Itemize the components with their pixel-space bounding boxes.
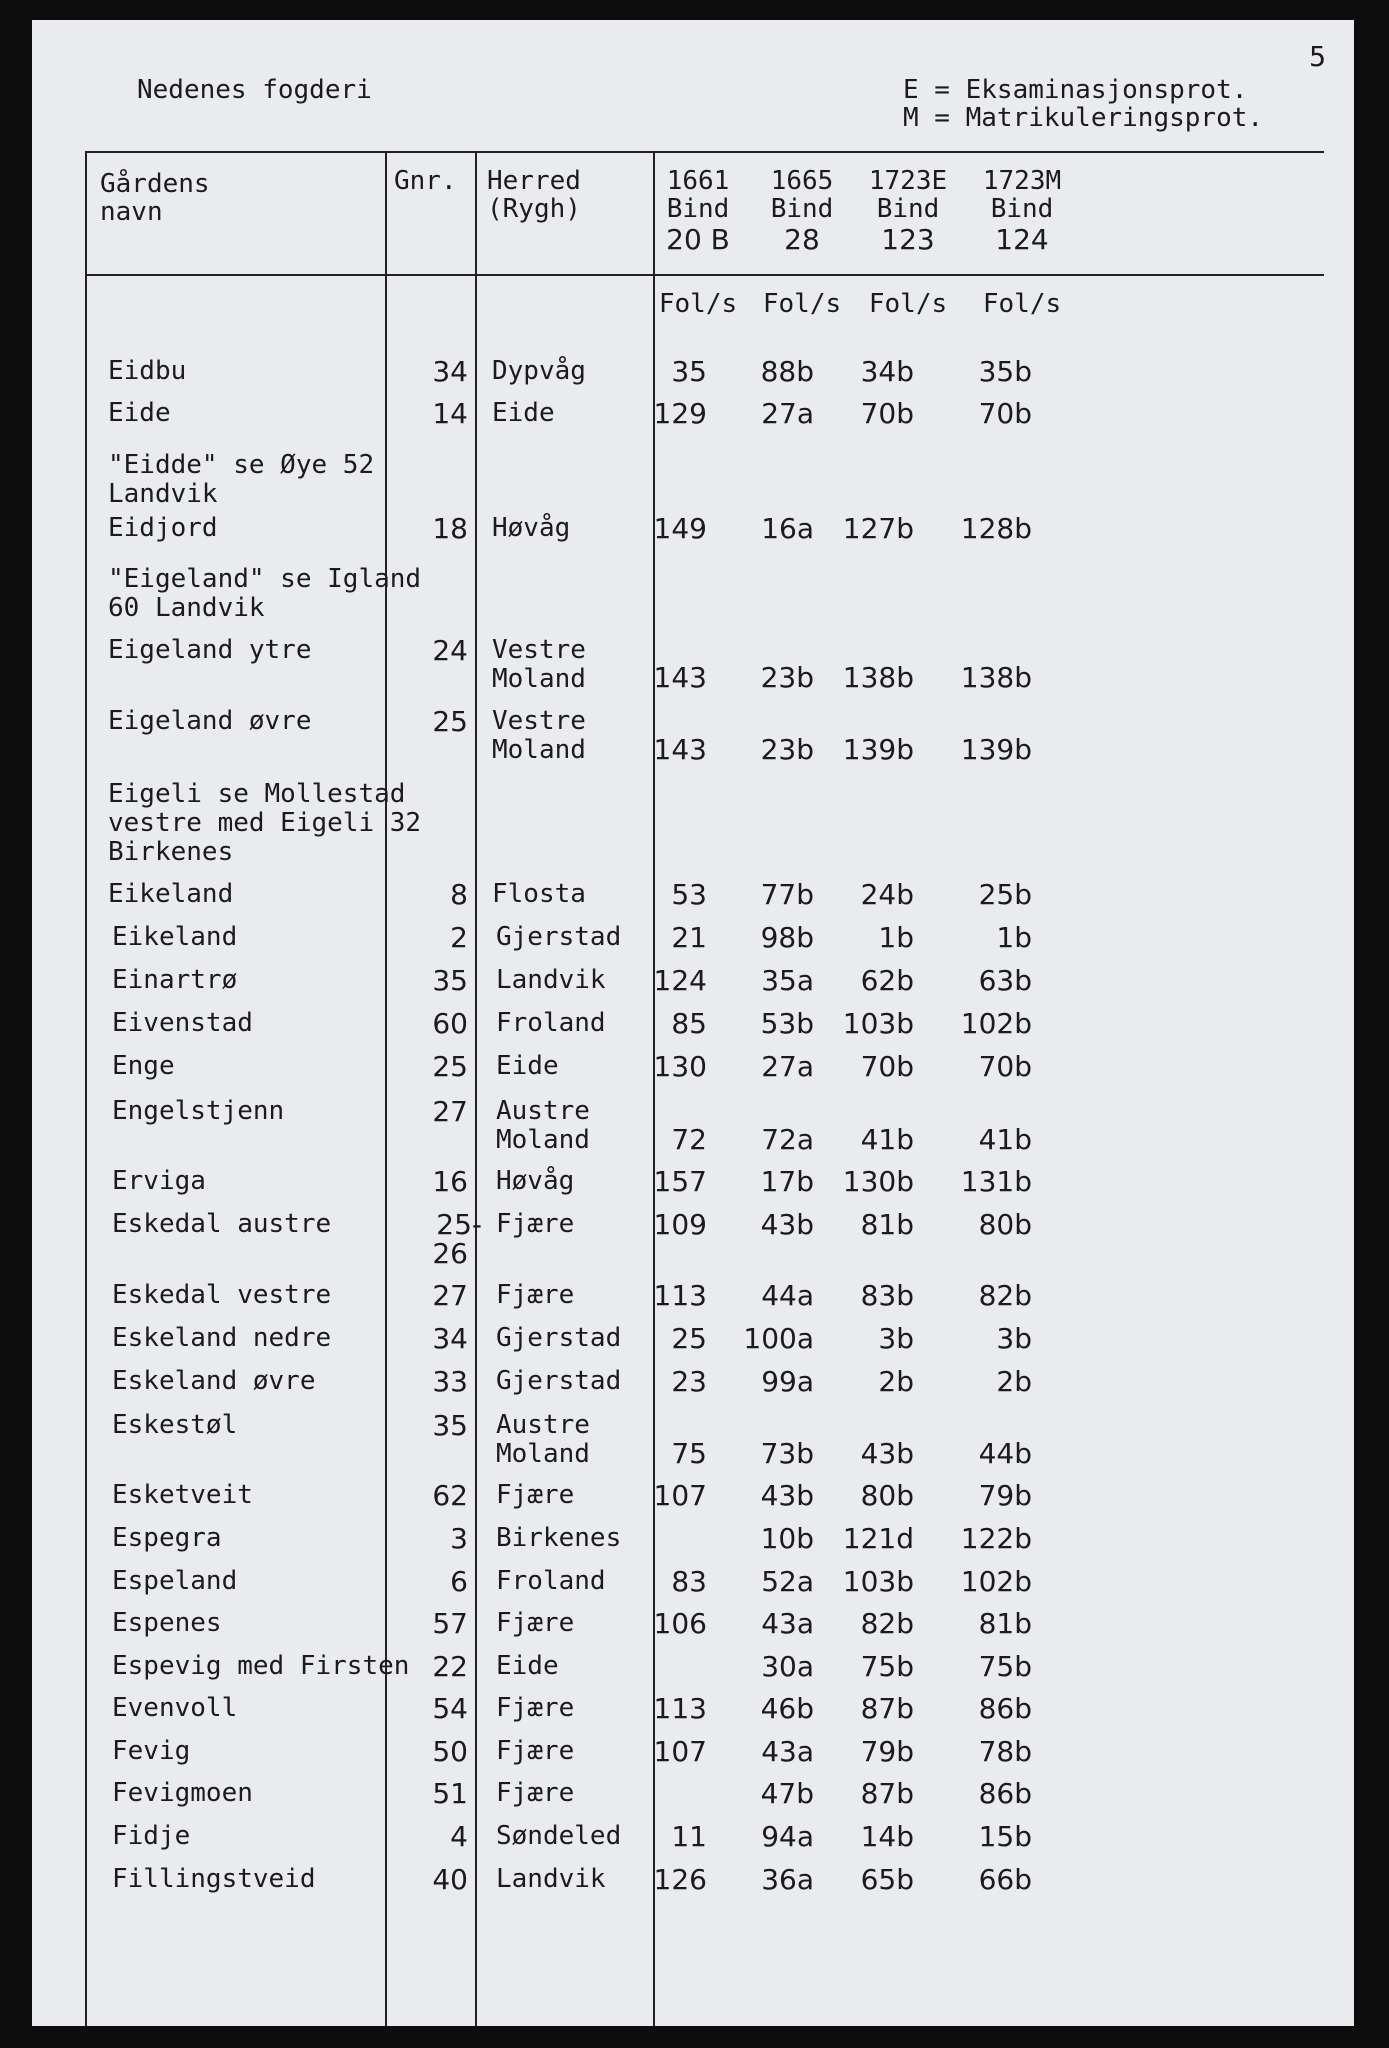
herred-name: Fjære xyxy=(496,1736,575,1766)
header-gnr: Gnr. xyxy=(394,166,457,196)
herred-name: Fjære xyxy=(496,1209,575,1239)
farm-number: 25 xyxy=(432,705,468,738)
folio-value: 113 xyxy=(653,1279,707,1312)
folio-value: 21 xyxy=(671,921,707,954)
page-number: 5 xyxy=(1309,40,1326,73)
folio-value: 10b xyxy=(760,1522,814,1555)
folio-value: 79b xyxy=(978,1479,1032,1512)
farm-name: Fillingstveid xyxy=(112,1864,316,1894)
herred-name: Vestre xyxy=(492,635,586,665)
farm-name: Einartrø xyxy=(112,965,238,995)
folio-value: 25 xyxy=(671,1322,707,1355)
folio-value: 128b xyxy=(960,512,1032,545)
folio-value: 23 xyxy=(671,1365,707,1398)
herred-name: Froland xyxy=(496,1008,606,1038)
herred-name: Fjære xyxy=(496,1480,575,1510)
folio-value: 43b xyxy=(860,1437,914,1470)
herred-name: Moland xyxy=(496,1439,590,1469)
folio-value: 70b xyxy=(978,1050,1032,1083)
farm-number: 6 xyxy=(450,1565,468,1598)
folio-value: 79b xyxy=(860,1735,914,1768)
herred-name: Høvåg xyxy=(496,1166,575,1196)
header-bottom-rule xyxy=(85,274,1324,276)
folio-value: 94a xyxy=(761,1820,814,1853)
farm-name: Espenes xyxy=(112,1608,222,1638)
folio-value: 52a xyxy=(761,1565,814,1598)
farm-number: 35 xyxy=(432,1409,468,1442)
herred-name: Eide xyxy=(492,398,555,428)
header-vol-year: 1723M xyxy=(982,166,1062,196)
folio-value: 35a xyxy=(761,964,814,997)
header-vol-year: 1723E xyxy=(868,166,948,196)
page-title: Nedenes fogderi xyxy=(137,75,372,105)
farm-name: Engelstjenn xyxy=(112,1096,285,1126)
herred-name: Moland xyxy=(492,664,586,694)
header-gard-line: navn xyxy=(100,197,163,227)
table-left-rule xyxy=(85,151,87,2026)
farm-name: Eikeland xyxy=(112,922,238,952)
folio-value: 102b xyxy=(960,1565,1032,1598)
folio-value: 43b xyxy=(760,1208,814,1241)
herred-name: Birkenes xyxy=(496,1523,622,1553)
folio-value: 1b xyxy=(996,921,1032,954)
header-vol-bind: Bind xyxy=(770,194,834,224)
folio-value: 2b xyxy=(878,1365,914,1398)
folio-value: 62b xyxy=(860,964,914,997)
farm-number: 51 xyxy=(432,1777,468,1810)
folio-value: 70b xyxy=(978,397,1032,430)
farm-number: 34 xyxy=(432,1322,468,1355)
table-top-rule xyxy=(85,151,1324,153)
folio-value: 157 xyxy=(653,1165,707,1198)
folio-value: 100a xyxy=(743,1322,814,1355)
legend-e: E = Eksaminasjonsprot. xyxy=(903,75,1248,105)
folio-value: 80b xyxy=(860,1479,914,1512)
folio-value: 17b xyxy=(760,1165,814,1198)
farm-name: Birkenes xyxy=(108,837,234,867)
farm-number: 57 xyxy=(432,1607,468,1640)
farm-number: 62 xyxy=(432,1479,468,1512)
herred-name: Flosta xyxy=(492,879,586,909)
farm-number: 27 xyxy=(432,1095,468,1128)
folio-value: 41b xyxy=(860,1123,914,1156)
herred-name: Moland xyxy=(492,735,586,765)
farm-name: Eidjord xyxy=(108,513,218,543)
folio-value: 75b xyxy=(860,1650,914,1683)
farm-number: 3 xyxy=(450,1522,468,1555)
farm-name: Enge xyxy=(112,1051,175,1081)
folio-value: 99a xyxy=(761,1365,814,1398)
herred-name: Høvåg xyxy=(492,513,571,543)
folio-value: 107 xyxy=(653,1479,707,1512)
folio-value: 81b xyxy=(860,1208,914,1241)
farm-number: 54 xyxy=(432,1692,468,1725)
farm-number: 16 xyxy=(432,1165,468,1198)
folio-value: 75 xyxy=(671,1437,707,1470)
folio-value: 14b xyxy=(860,1820,914,1853)
farm-number: 25 xyxy=(432,1050,468,1083)
folio-value: 25b xyxy=(978,878,1032,911)
farm-name: Eskestøl xyxy=(112,1410,238,1440)
folio-value: 24b xyxy=(860,878,914,911)
farm-number: 22 xyxy=(432,1650,468,1683)
folio-value: 70b xyxy=(860,1050,914,1083)
farm-name: Eidbu xyxy=(108,356,187,386)
herred-name: Austre xyxy=(496,1096,590,1126)
folio-value: 130 xyxy=(653,1050,707,1083)
folio-value: 130b xyxy=(842,1165,914,1198)
farm-number: 60 xyxy=(432,1007,468,1040)
folio-value: 83 xyxy=(671,1565,707,1598)
herred-name: Landvik xyxy=(496,965,606,995)
folio-value: 85 xyxy=(671,1007,707,1040)
folio-value: 34b xyxy=(860,355,914,388)
herred-name: Dypvåg xyxy=(492,356,586,386)
folio-value: 149 xyxy=(653,512,707,545)
farm-name: Eskeland nedre xyxy=(112,1323,332,1353)
folio-value: 36a xyxy=(761,1863,814,1896)
folio-value: 122b xyxy=(960,1522,1032,1555)
herred-name: Søndeled xyxy=(496,1821,622,1851)
folio-value: 43a xyxy=(761,1735,814,1768)
document-page xyxy=(32,20,1354,2026)
header-gard-line: Gårdens xyxy=(100,169,210,199)
folio-value: 139b xyxy=(842,733,914,766)
folio-value: 129 xyxy=(653,397,707,430)
folio-value: 138b xyxy=(960,661,1032,694)
header-herred-line: Herred xyxy=(487,166,581,196)
folio-value: 72a xyxy=(761,1123,814,1156)
folio-value: 86b xyxy=(978,1692,1032,1725)
header-vol-number: 123 xyxy=(881,223,935,256)
farm-name: vestre med Eigeli 32 xyxy=(108,808,422,838)
farm-number: 8 xyxy=(450,878,468,911)
folio-value: 124 xyxy=(653,964,707,997)
farm-name: Evenvoll xyxy=(112,1693,238,1723)
herred-name: Moland xyxy=(496,1125,590,1155)
folio-value: 43a xyxy=(761,1607,814,1640)
herred-name: Landvik xyxy=(496,1864,606,1894)
header-vol-year: 1661 xyxy=(666,166,730,196)
farm-name: Espevig med Firsten xyxy=(112,1651,410,1681)
farm-name: Eskedal austre xyxy=(112,1209,332,1239)
folio-value: 27a xyxy=(761,397,814,430)
farm-number: 24 xyxy=(432,634,468,667)
folio-value: 23b xyxy=(760,733,814,766)
farm-name: Eskedal vestre xyxy=(112,1280,332,1310)
header-vol-bind: Bind xyxy=(876,194,940,224)
folio-value: 77b xyxy=(760,878,814,911)
farm-name: Landvik xyxy=(108,479,218,509)
folio-value: 3b xyxy=(996,1322,1032,1355)
folio-value: 53 xyxy=(671,878,707,911)
herred-name: Fjære xyxy=(496,1778,575,1808)
folio-value: 102b xyxy=(960,1007,1032,1040)
legend-m: M = Matrikuleringsprot. xyxy=(903,103,1264,133)
folio-value: 98b xyxy=(760,921,814,954)
farm-name: 60 Landvik xyxy=(108,593,265,623)
folio-value: 80b xyxy=(978,1208,1032,1241)
folio-value: 87b xyxy=(860,1777,914,1810)
folio-value: 82b xyxy=(860,1607,914,1640)
header-vol-bind: Bind xyxy=(990,194,1054,224)
farm-name: Eide xyxy=(108,398,171,428)
folio-value: 72 xyxy=(671,1123,707,1156)
folio-value: 143 xyxy=(653,733,707,766)
folio-value: 121d xyxy=(842,1522,914,1555)
farm-number: 4 xyxy=(450,1820,468,1853)
folio-value: 15b xyxy=(978,1820,1032,1853)
folio-value: 81b xyxy=(978,1607,1032,1640)
farm-name: Eikeland xyxy=(108,879,234,909)
folio-value: 43b xyxy=(760,1479,814,1512)
folio-value: 107 xyxy=(653,1735,707,1768)
farm-name: "Eidde" se Øye 52 xyxy=(108,450,375,480)
folio-value: 88b xyxy=(760,355,814,388)
folio-value: 75b xyxy=(978,1650,1032,1683)
herred-name: Vestre xyxy=(492,706,586,736)
folio-value: 2b xyxy=(996,1365,1032,1398)
folio-value: 131b xyxy=(960,1165,1032,1198)
folio-value: 1b xyxy=(878,921,914,954)
farm-name: Eigeli se Mollestad xyxy=(108,779,406,809)
farm-number: 40 xyxy=(432,1863,468,1896)
header-vol-folio: Fol/s xyxy=(762,289,842,319)
header-vol-folio: Fol/s xyxy=(658,289,738,319)
farm-name: Fevigmoen xyxy=(112,1778,253,1808)
folio-value: 66b xyxy=(978,1863,1032,1896)
folio-value: 27a xyxy=(761,1050,814,1083)
herred-name: Gjerstad xyxy=(496,1366,622,1396)
farm-name: Eivenstad xyxy=(112,1008,253,1038)
herred-name: Fjære xyxy=(496,1693,575,1723)
header-vol-year: 1665 xyxy=(770,166,834,196)
folio-value: 73b xyxy=(760,1437,814,1470)
header-vol-number: 20 B xyxy=(666,223,730,256)
farm-name: Espegra xyxy=(112,1523,222,1553)
herred-name: Froland xyxy=(496,1566,606,1596)
folio-value: 3b xyxy=(878,1322,914,1355)
folio-value: 143 xyxy=(653,661,707,694)
herred-name: Eide xyxy=(496,1651,559,1681)
farm-number: 27 xyxy=(432,1279,468,1312)
folio-value: 35 xyxy=(671,355,707,388)
farm-number: 2 xyxy=(450,921,468,954)
folio-value: 82b xyxy=(978,1279,1032,1312)
farm-name: Espeland xyxy=(112,1566,238,1596)
folio-value: 113 xyxy=(653,1692,707,1725)
folio-value: 86b xyxy=(978,1777,1032,1810)
folio-value: 103b xyxy=(842,1565,914,1598)
farm-number: 35 xyxy=(432,964,468,997)
herred-name: Austre xyxy=(496,1410,590,1440)
folio-value: 109 xyxy=(653,1208,707,1241)
herred-name: Gjerstad xyxy=(496,922,622,952)
farm-number: 34 xyxy=(432,355,468,388)
folio-value: 63b xyxy=(978,964,1032,997)
folio-value: 35b xyxy=(978,355,1032,388)
folio-value: 87b xyxy=(860,1692,914,1725)
farm-number: 25- xyxy=(436,1208,482,1241)
folio-value: 139b xyxy=(960,733,1032,766)
farm-name: Erviga xyxy=(112,1166,206,1196)
folio-value: 138b xyxy=(842,661,914,694)
farm-name: Eigeland øvre xyxy=(108,706,312,736)
farm-name: Fevig xyxy=(112,1736,191,1766)
folio-value: 83b xyxy=(860,1279,914,1312)
herred-name: Fjære xyxy=(496,1608,575,1638)
folio-value: 53b xyxy=(760,1007,814,1040)
herred-name: Fjære xyxy=(496,1280,575,1310)
folio-value: 11 xyxy=(671,1820,707,1853)
folio-value: 23b xyxy=(760,661,814,694)
folio-value: 126 xyxy=(653,1863,707,1896)
folio-value: 47b xyxy=(760,1777,814,1810)
farm-number: 33 xyxy=(432,1365,468,1398)
herred-name: Gjerstad xyxy=(496,1323,622,1353)
farm-number: 14 xyxy=(432,397,468,430)
farm-number: 50 xyxy=(432,1735,468,1768)
header-vol-bind: Bind xyxy=(666,194,730,224)
header-vol-folio: Fol/s xyxy=(868,289,948,319)
folio-value: 44a xyxy=(761,1279,814,1312)
farm-number: 18 xyxy=(432,512,468,545)
farm-name: Fidje xyxy=(112,1821,191,1851)
farm-name: Eigeland ytre xyxy=(108,635,312,665)
herred-name: Eide xyxy=(496,1051,559,1081)
farm-name: Eskeland øvre xyxy=(112,1366,316,1396)
folio-value: 78b xyxy=(978,1735,1032,1768)
folio-value: 30a xyxy=(761,1650,814,1683)
herred-column-rule xyxy=(475,151,477,2026)
folio-value: 41b xyxy=(978,1123,1032,1156)
folio-value: 106 xyxy=(653,1607,707,1640)
folio-value: 16a xyxy=(761,512,814,545)
folio-value: 103b xyxy=(842,1007,914,1040)
folio-value: 127b xyxy=(842,512,914,545)
header-vol-number: 28 xyxy=(784,223,820,256)
farm-number: 26 xyxy=(432,1237,468,1270)
farm-name: "Eigeland" se Igland xyxy=(108,564,422,594)
folio-value: 65b xyxy=(860,1863,914,1896)
folio-value: 44b xyxy=(978,1437,1032,1470)
header-vol-number: 124 xyxy=(995,223,1049,256)
farm-name: Esketveit xyxy=(112,1480,253,1510)
folio-value: 46b xyxy=(760,1692,814,1725)
folio-value: 70b xyxy=(860,397,914,430)
header-vol-folio: Fol/s xyxy=(982,289,1062,319)
header-herred-line: (Rygh) xyxy=(487,194,581,224)
